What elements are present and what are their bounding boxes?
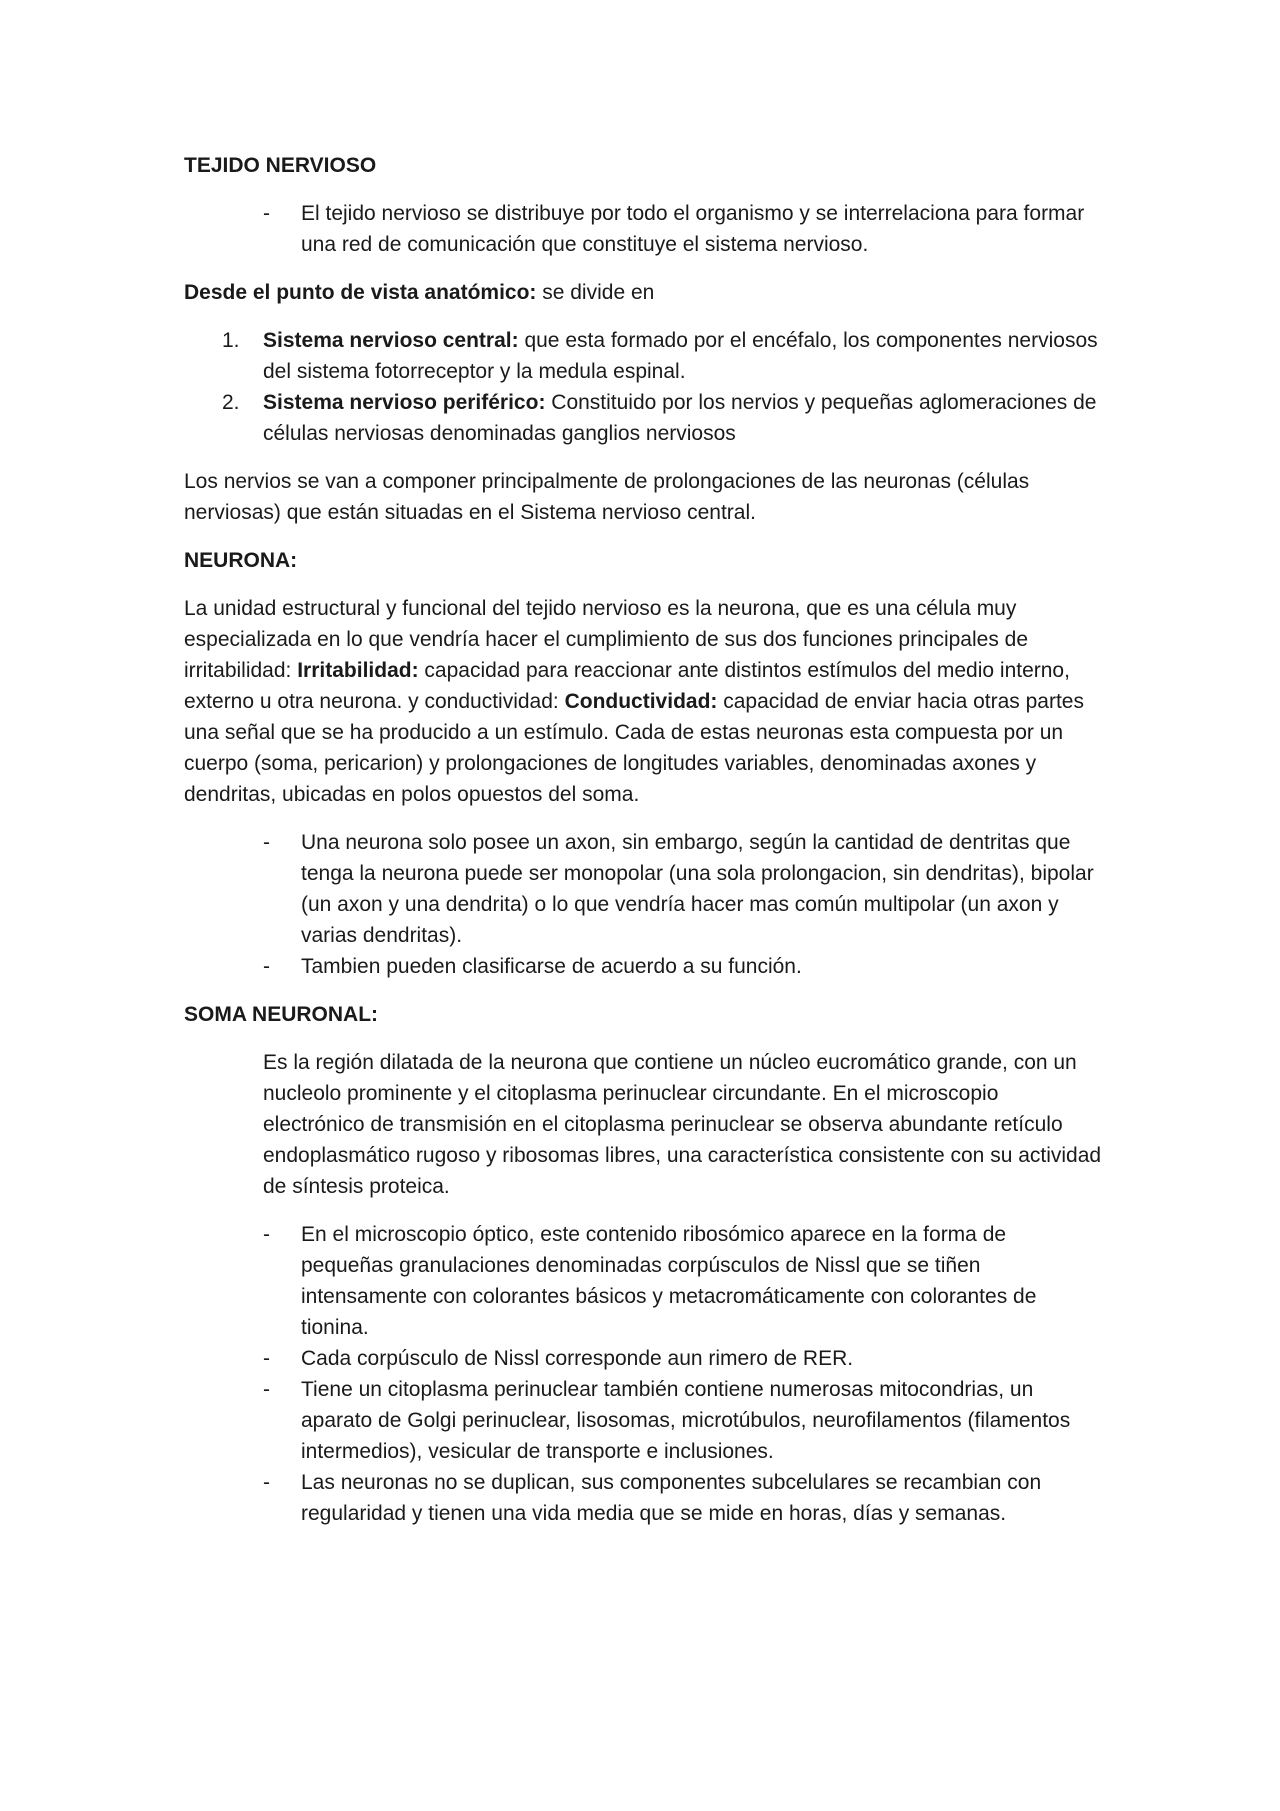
- list-item: [184, 1467, 1104, 1529]
- dash-marker: -: [263, 955, 270, 978]
- soma-paragraph: Es la región dilatada de la neurona que contiene un núcleo eucromático grande, con un nucleolo prominente y el citoplasma perinuclear circundante. En el microscopio electrónico de transmisión en el citoplasma perinuclear se observa abundante retículo endoplasmático rugoso y ribosomas libres, una característica consistente con su actividad de síntesis proteica.: [263, 1051, 1102, 1198]
- list-item: [184, 387, 1104, 449]
- nerves-paragraph: Los nervios se van a componer principalmente de prolongaciones de las neuronas (células nerviosas) que están situadas en el Sistema nervioso central.: [184, 470, 1030, 524]
- soma-heading: SOMA NEURONAL:: [184, 1003, 379, 1026]
- list-item-bold: Sistema nervioso central:: [263, 329, 519, 352]
- neurona-text-part2: capacidad para reaccionar ante distintos estímulos del medio interno, externo u otra neurona. y conductividad:: [184, 659, 1070, 713]
- anatomy-label: Desde el punto de vista anatómico:: [184, 281, 537, 304]
- list-item-text: Una neurona solo posee un axon, sin embargo, según la cantidad de dentritas que tenga la neurona puede ser monopolar (una sola prolongacion, sin dendritas), bipolar (un axon y una dendrita) o lo que vendría hacer mas común multipolar (un axon y varias dendritas).: [301, 831, 1094, 947]
- intro-list: [184, 198, 1104, 260]
- list-item: [184, 198, 1104, 260]
- neurona-list: [184, 827, 1104, 982]
- list-item-text: Constituido por los nervios y pequeñas aglomeraciones de células nerviosas denominadas ganglios nerviosos: [263, 391, 1097, 445]
- dash-marker: -: [263, 831, 270, 854]
- anatomy-paragraph: [184, 277, 1104, 308]
- list-item-text: Cada corpúsculo de Nissl corresponde aun rimero de RER.: [301, 1347, 854, 1370]
- dash-marker: -: [263, 1223, 270, 1246]
- dash-marker: -: [263, 1471, 270, 1494]
- neurona-heading: NEURONA:: [184, 549, 298, 572]
- list-item-text: que esta formado por el encéfalo, los componentes nerviosos del sistema fotorreceptor y la medula espinal.: [263, 329, 1098, 383]
- anatomy-text: se divide en: [536, 281, 655, 304]
- dash-marker: -: [263, 1378, 270, 1401]
- list-item-text: Tiene un citoplasma perinuclear también contiene numerosas mitocondrias, un aparato de Golgi perinuclear, lisosomas, microtúbulos, neurofilamentos (filamentos intermedios), vesicular de transporte e inclusiones.: [301, 1378, 1071, 1463]
- list-item-text: El tejido nervioso se distribuye por todo el organismo y se interrelaciona para formar una red de comunicación que constituye el sistema nervioso.: [301, 202, 1085, 256]
- list-item-text: En el microscopio óptico, este contenido ribosómico aparece en la forma de pequeñas granulaciones denominadas corpúsculos de Nissl que se tiñen intensamente con colorantes básicos y metacromáticamente con colorantes de tionina.: [301, 1223, 1037, 1339]
- neurona-text-part1: La unidad estructural y funcional del tejido nervioso es la neurona, que es una célula muy especializada en lo que vendría hacer el cumplimiento de sus dos funciones principales de irritabilidad:: [184, 597, 1029, 682]
- list-item-text: Tambien pueden clasificarse de acuerdo a su función.: [301, 955, 802, 978]
- list-number: 1.: [222, 329, 240, 352]
- document-title: TEJIDO NERVIOSO: [184, 154, 377, 177]
- neurona-paragraph: [184, 593, 1104, 810]
- list-item: [184, 1219, 1104, 1343]
- list-item: [184, 325, 1104, 387]
- list-item-text: Las neuronas no se duplican, sus componentes subcelulares se recambian con regularidad y tienen una vida media que se mide en horas, días y semanas.: [301, 1471, 1042, 1525]
- list-item: [184, 827, 1104, 951]
- list-item: [184, 951, 1104, 982]
- soma-list: [184, 1219, 1104, 1529]
- irritability-term: Irritabilidad:: [297, 659, 419, 682]
- dash-marker: -: [263, 202, 270, 225]
- list-number: 2.: [222, 391, 240, 414]
- dash-marker: -: [263, 1347, 270, 1370]
- list-item: [184, 1343, 1104, 1374]
- conductivity-term: Conductividad:: [564, 690, 718, 713]
- nervous-system-list: [184, 325, 1104, 449]
- list-item-bold: Sistema nervioso periférico:: [263, 391, 546, 414]
- neurona-text-part3: capacidad de enviar hacia otras partes una señal que se ha producido a un estímulo. Cada de estas neuronas esta compuesta por un cuerpo (soma, pericarion) y prolongaciones de longitudes variables, denominadas axones y dendritas, ubicadas en polos opuestos del soma.: [184, 690, 1084, 806]
- document-page: [184, 150, 1104, 1546]
- list-item: [184, 1374, 1104, 1467]
